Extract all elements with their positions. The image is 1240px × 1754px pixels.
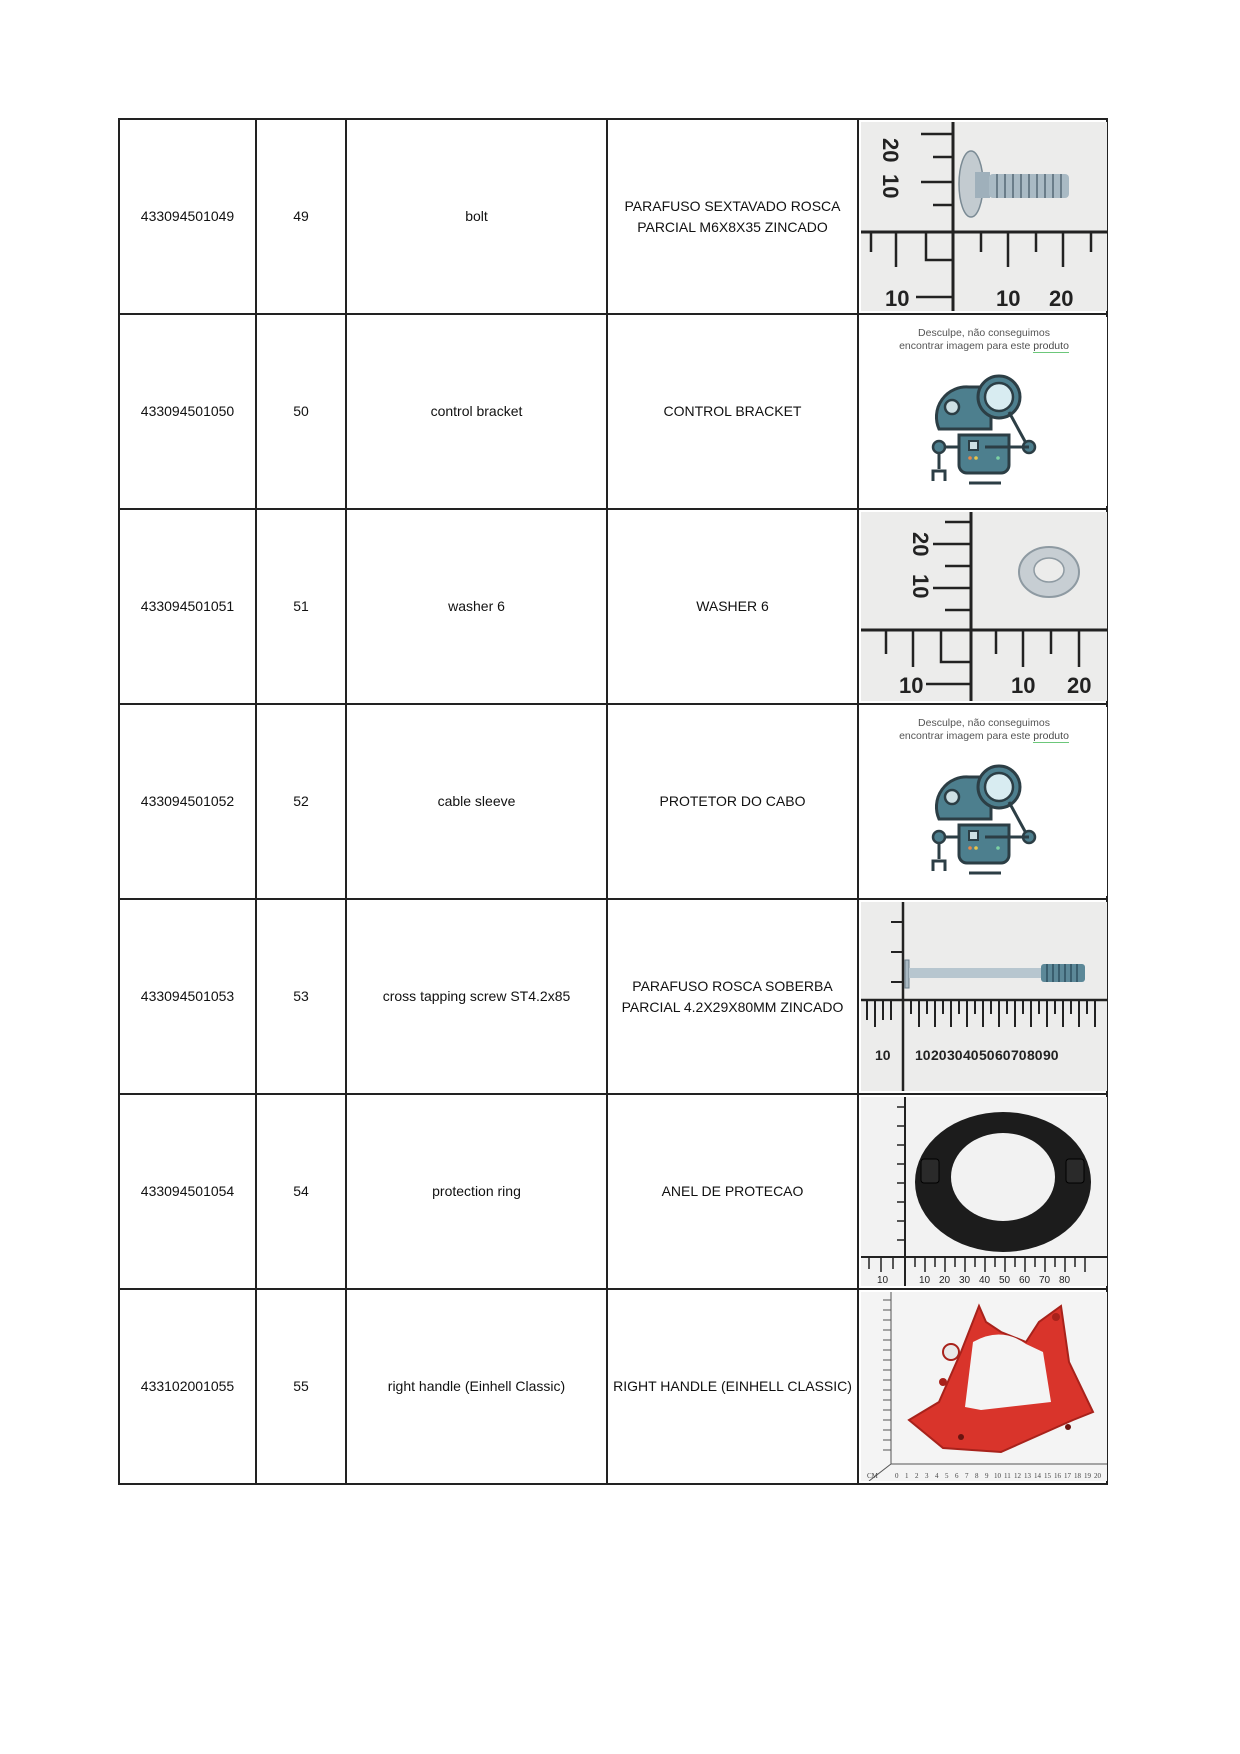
svg-text:10: 10: [994, 1472, 1001, 1480]
long-screw-image-icon: [861, 902, 1107, 1091]
svg-text:10: 10: [877, 1275, 889, 1286]
svg-text:7: 7: [965, 1472, 969, 1480]
svg-text:20: 20: [878, 138, 903, 163]
position-cell: 54: [256, 1094, 346, 1289]
description-pt-cell: WASHER 6: [607, 509, 858, 704]
part-number-cell: 433094501052: [119, 704, 256, 899]
description-pt-cell: PARAFUSO SEXTAVADO ROSCA PARCIAL M6X8X35 ZINCADO: [607, 119, 858, 314]
svg-text:2: 2: [915, 1472, 919, 1480]
right-handle-image-icon: [861, 1292, 1107, 1481]
svg-text:10: 10: [996, 286, 1021, 311]
table-row: [119, 899, 1107, 1094]
washer-image-icon: [861, 512, 1107, 701]
part-number-cell: 433102001055: [119, 1289, 256, 1484]
svg-text:17: 17: [1064, 1472, 1071, 1480]
image-cell: [858, 1094, 1107, 1289]
part-number-cell: 433094501053: [119, 899, 256, 1094]
table-row: [119, 314, 1107, 509]
svg-text:10: 10: [885, 286, 910, 311]
image-cell: [858, 314, 1107, 509]
svg-text:40: 40: [979, 1275, 991, 1286]
no-image-placeholder: [861, 317, 1107, 506]
svg-text:13: 13: [1024, 1472, 1031, 1480]
svg-text:20: 20: [931, 1047, 947, 1063]
image-cell: [858, 899, 1107, 1094]
description-pt-cell: CONTROL BRACKET: [607, 314, 858, 509]
table-row: [119, 509, 1107, 704]
svg-text:9: 9: [985, 1472, 989, 1480]
svg-text:70: 70: [1039, 1275, 1051, 1286]
table-row: [119, 1289, 1107, 1484]
description-en-cell: right handle (Einhell Classic): [346, 1289, 607, 1484]
svg-text:15: 15: [1044, 1472, 1051, 1480]
svg-text:10: 10: [1011, 673, 1036, 698]
position-cell: 55: [256, 1289, 346, 1484]
svg-text:50: 50: [979, 1047, 995, 1063]
screw-photo: [861, 902, 1107, 1091]
table-row: [119, 704, 1107, 899]
svg-text:3: 3: [925, 1472, 929, 1480]
svg-text:50: 50: [999, 1275, 1011, 1286]
svg-text:0: 0: [895, 1472, 899, 1480]
image-cell: [858, 1289, 1107, 1484]
svg-text:CM: CM: [867, 1472, 878, 1480]
description-pt-cell: ANEL DE PROTECAO: [607, 1094, 858, 1289]
image-cell: [858, 704, 1107, 899]
handle-photo: [861, 1292, 1107, 1481]
ring-photo: [861, 1097, 1107, 1286]
description-en-cell: protection ring: [346, 1094, 607, 1289]
svg-text:12: 12: [1014, 1472, 1021, 1480]
position-cell: 49: [256, 119, 346, 314]
description-en-cell: control bracket: [346, 314, 607, 509]
svg-text:20: 20: [939, 1275, 951, 1286]
svg-text:18: 18: [1074, 1472, 1081, 1480]
image-cell: [858, 119, 1107, 314]
svg-text:60: 60: [995, 1047, 1011, 1063]
svg-text:20: 20: [908, 532, 933, 557]
position-cell: 51: [256, 509, 346, 704]
svg-text:16: 16: [1054, 1472, 1061, 1480]
svg-text:80: 80: [1059, 1275, 1071, 1286]
svg-text:1: 1: [905, 1472, 909, 1480]
parts-table: [118, 118, 1108, 1485]
svg-text:60: 60: [1019, 1275, 1031, 1286]
svg-text:6: 6: [955, 1472, 959, 1480]
svg-text:11: 11: [1004, 1472, 1011, 1480]
svg-text:30: 30: [959, 1275, 971, 1286]
no-image-message: Desculpe, não conseguimos encontrar imagem para este produto: [899, 717, 1069, 742]
svg-text:40: 40: [963, 1047, 979, 1063]
part-number-cell: 433094501051: [119, 509, 256, 704]
description-en-cell: washer 6: [346, 509, 607, 704]
table-row: [119, 119, 1107, 314]
description-pt-cell: PARAFUSO ROSCA SOBERBA PARCIAL 4.2X29X80MM ZINCADO: [607, 899, 858, 1094]
position-cell: 52: [256, 704, 346, 899]
svg-text:10: 10: [875, 1047, 891, 1063]
description-en-cell: bolt: [346, 119, 607, 314]
svg-text:10: 10: [919, 1275, 931, 1286]
description-en-cell: cross tapping screw ST4.2x85: [346, 899, 607, 1094]
table-row: [119, 1094, 1107, 1289]
no-image-placeholder: [861, 707, 1107, 896]
part-number-cell: 433094501049: [119, 119, 256, 314]
washer-photo: [861, 512, 1107, 701]
svg-text:10: 10: [908, 574, 933, 599]
position-cell: 53: [256, 899, 346, 1094]
part-number-cell: 433094501050: [119, 314, 256, 509]
svg-text:20: 20: [1049, 286, 1074, 311]
no-image-message: Desculpe, não conseguimos encontrar imagem para este produto: [899, 327, 1069, 352]
svg-text:19: 19: [1084, 1472, 1091, 1480]
svg-text:14: 14: [1034, 1472, 1041, 1480]
description-pt-cell: PROTETOR DO CABO: [607, 704, 858, 899]
svg-text:80: 80: [1027, 1047, 1043, 1063]
svg-text:4: 4: [935, 1472, 939, 1480]
description-en-cell: cable sleeve: [346, 704, 607, 899]
svg-text:5: 5: [945, 1472, 949, 1480]
svg-text:20: 20: [1094, 1472, 1101, 1480]
description-pt-cell: RIGHT HANDLE (EINHELL CLASSIC): [607, 1289, 858, 1484]
svg-text:8: 8: [975, 1472, 979, 1480]
position-cell: 50: [256, 314, 346, 509]
svg-text:30: 30: [947, 1047, 963, 1063]
svg-text:70: 70: [1011, 1047, 1027, 1063]
svg-text:10: 10: [915, 1047, 931, 1063]
protection-ring-image-icon: [861, 1097, 1107, 1286]
bolt-photo: [861, 122, 1107, 311]
svg-text:10: 10: [878, 174, 903, 199]
bolt-image-icon: [861, 122, 1107, 311]
svg-text:20: 20: [1067, 673, 1092, 698]
svg-text:90: 90: [1043, 1047, 1059, 1063]
svg-text:10: 10: [899, 673, 924, 698]
image-cell: [858, 509, 1107, 704]
part-number-cell: 433094501054: [119, 1094, 256, 1289]
